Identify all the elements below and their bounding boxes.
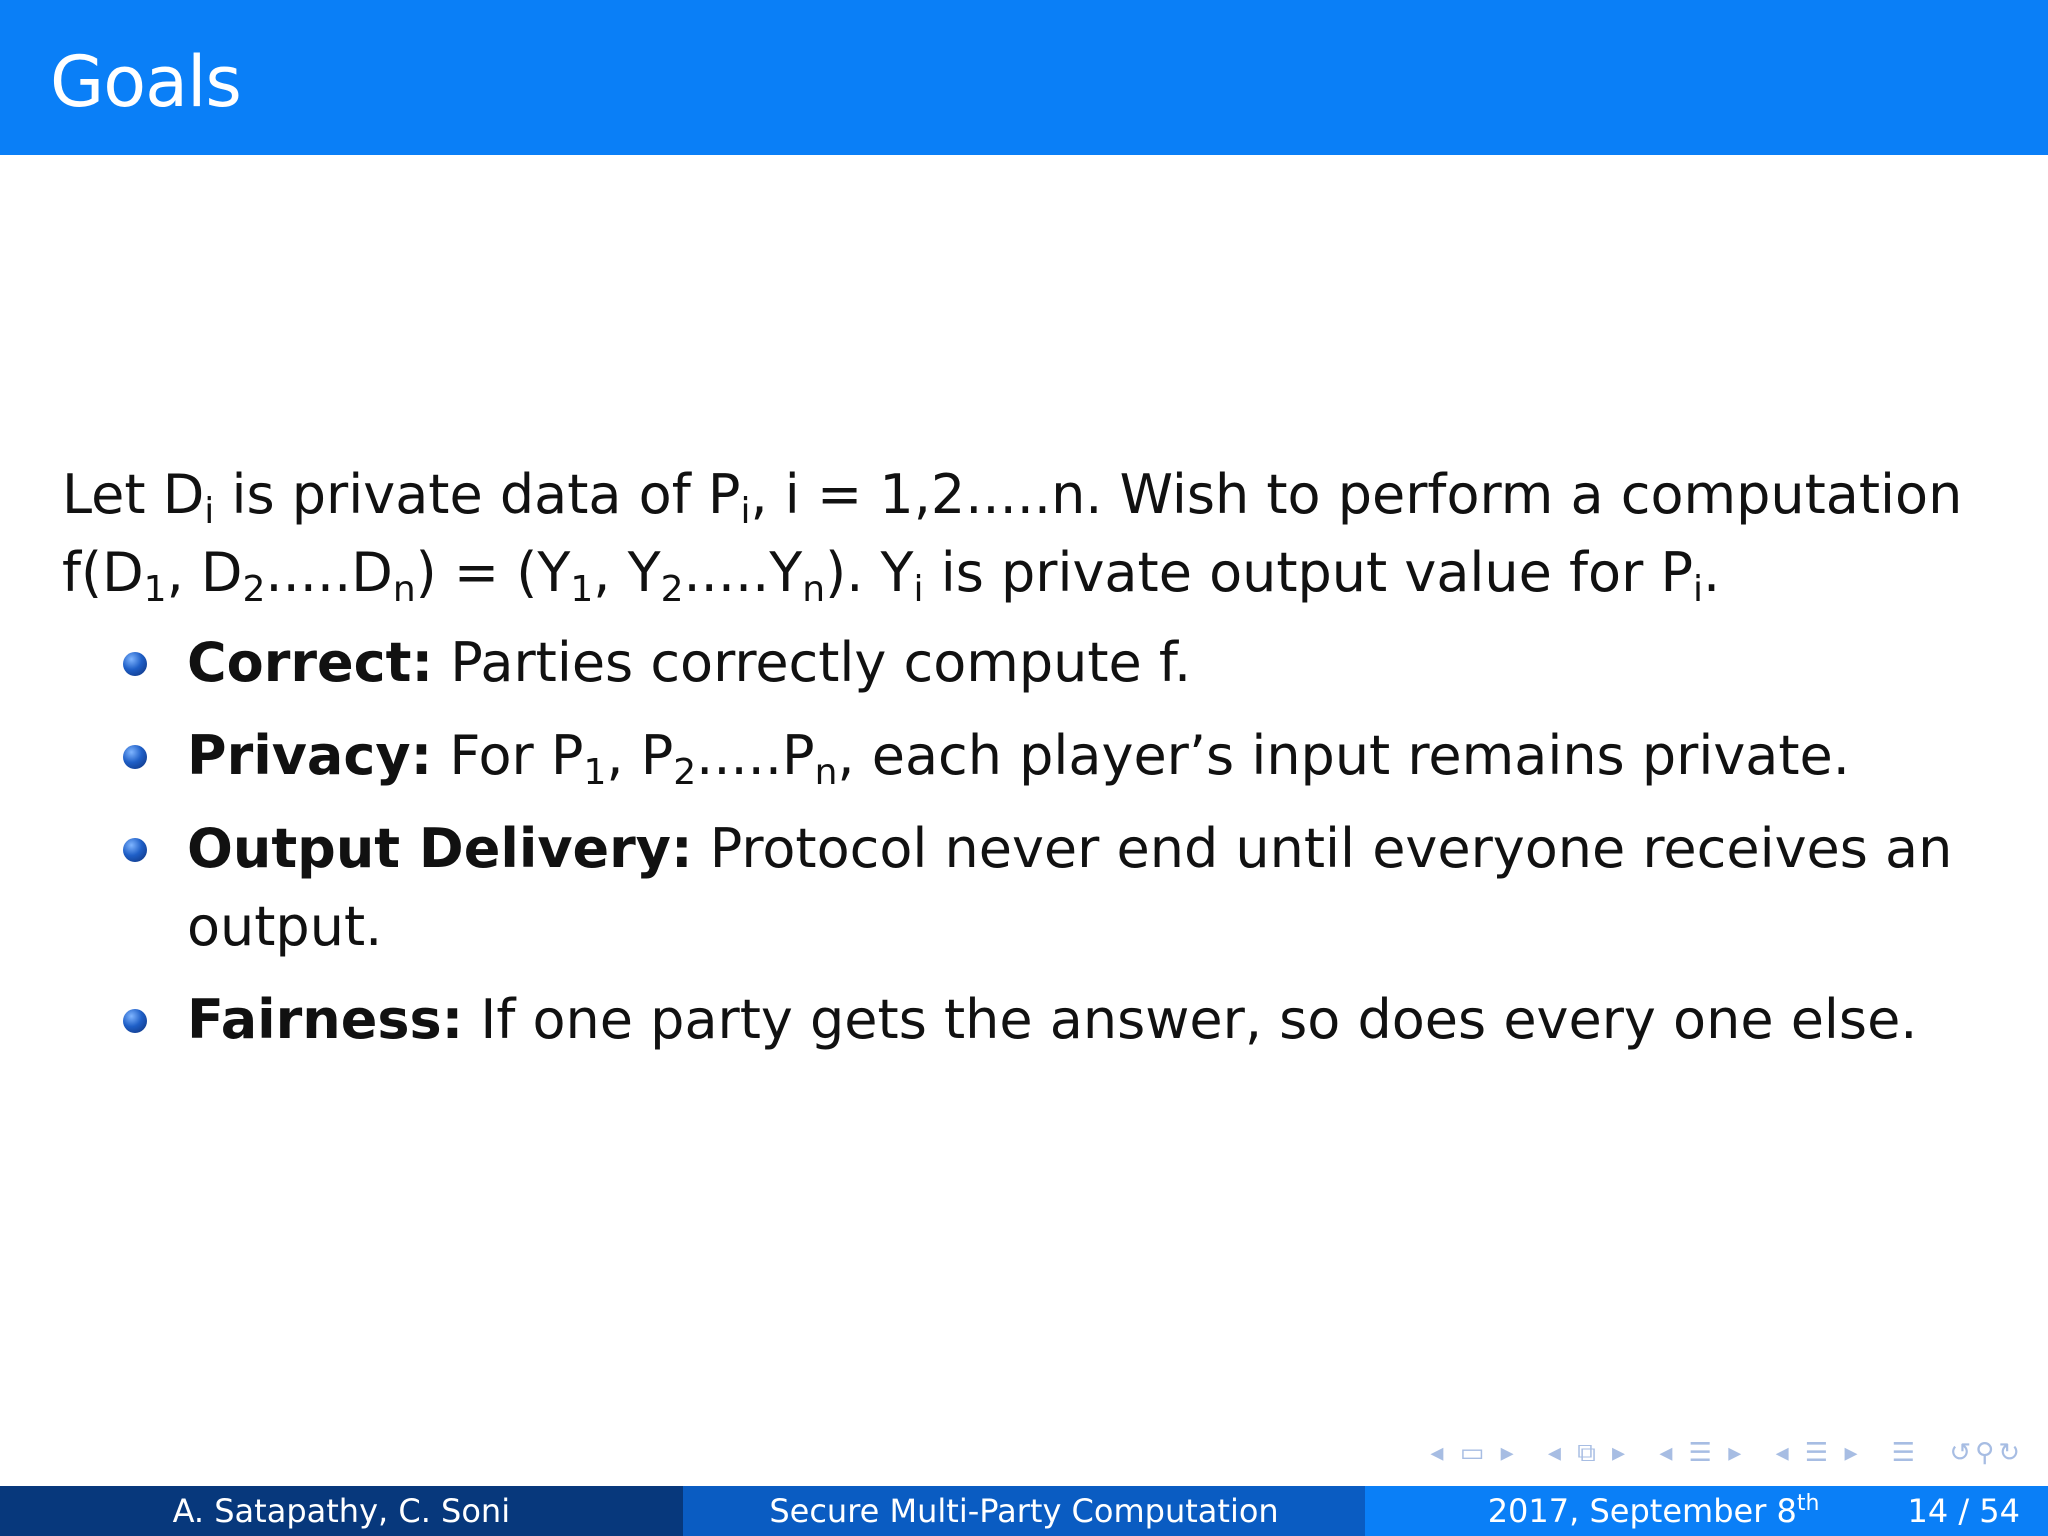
bullet-text: For P bbox=[432, 724, 584, 787]
bullet-term: Fairness: bbox=[187, 988, 464, 1051]
intro-text: Let D bbox=[62, 463, 205, 526]
intro-text: is private output value for P bbox=[923, 541, 1694, 604]
bullet-text: , each player’s input remains private. bbox=[837, 724, 1850, 787]
subscript: n bbox=[392, 569, 416, 610]
subscript: i bbox=[1693, 569, 1704, 610]
title-bar bbox=[0, 0, 2048, 155]
slide-title: Goals bbox=[50, 41, 241, 123]
subscript: 1 bbox=[143, 569, 167, 610]
intro-text: .....Y bbox=[683, 541, 803, 604]
align-icon[interactable]: ☰ bbox=[1891, 1438, 1920, 1468]
list-item-output-delivery bbox=[62, 810, 1992, 966]
list-item-fairness bbox=[62, 981, 1992, 1059]
slide-body bbox=[62, 456, 1992, 1074]
authors-text: A. Satapathy, C. Soni bbox=[172, 1492, 511, 1530]
subscript: 1 bbox=[583, 752, 607, 793]
subscript: i bbox=[740, 491, 751, 532]
bullet-term: Correct: bbox=[187, 631, 434, 694]
intro-text: ) = (Y bbox=[415, 541, 571, 604]
bullet-text: Protocol never end until everyone receives an output. bbox=[187, 817, 1953, 958]
intro-line-1 bbox=[62, 456, 1992, 534]
talk-title-text: Secure Multi-Party Computation bbox=[769, 1492, 1279, 1530]
frame-nav-icon[interactable]: ◂ ▭ ▸ bbox=[1430, 1438, 1518, 1468]
subscript: 1 bbox=[570, 569, 594, 610]
list-item-correct bbox=[62, 624, 1992, 702]
footer-date-page bbox=[1365, 1486, 2048, 1536]
date-text bbox=[1488, 1486, 1820, 1536]
intro-text: , Y bbox=[593, 541, 661, 604]
list-item-privacy bbox=[62, 717, 1992, 795]
footer-bar bbox=[0, 1486, 2048, 1536]
bullet-ball-icon bbox=[123, 745, 147, 769]
intro-text: ). Y bbox=[825, 541, 914, 604]
bullet-text: Parties correctly compute f. bbox=[433, 631, 1192, 694]
intro-text: , i = 1,2.....n. Wish to perform a computation bbox=[750, 463, 1963, 526]
footer-authors bbox=[0, 1486, 683, 1536]
subsection-nav-icon[interactable]: ◂ ⧉ ▸ bbox=[1547, 1438, 1630, 1468]
bullet-ball-icon bbox=[123, 652, 147, 676]
subscript: n bbox=[802, 569, 826, 610]
bullet-ball-icon bbox=[123, 838, 147, 862]
bullet-term: Output Delivery: bbox=[187, 817, 693, 880]
subsection-list-nav-icon[interactable]: ◂ ☰ ▸ bbox=[1775, 1438, 1862, 1468]
subscript: i bbox=[204, 491, 215, 532]
intro-text: f(D bbox=[62, 541, 144, 604]
bullet-text: .....P bbox=[696, 724, 815, 787]
intro-text: . bbox=[1703, 541, 1721, 604]
subscript: i bbox=[913, 569, 924, 610]
date-value: 2017, September 8 bbox=[1487, 1492, 1797, 1530]
section-nav-icon[interactable]: ◂ ☰ ▸ bbox=[1659, 1438, 1746, 1468]
bullet-term: Privacy: bbox=[187, 724, 433, 787]
intro-text: is private data of P bbox=[214, 463, 741, 526]
goals-list bbox=[62, 624, 1992, 1059]
intro-text: , D bbox=[166, 541, 243, 604]
subscript: n bbox=[814, 752, 838, 793]
page-number: 14 / 54 bbox=[1907, 1492, 2021, 1530]
bullet-ball-icon bbox=[123, 1009, 147, 1033]
search-icon[interactable]: ↺⚲↻ bbox=[1949, 1438, 2024, 1468]
subscript: 2 bbox=[673, 752, 697, 793]
date-superscript: th bbox=[1796, 1491, 1820, 1516]
intro-line-2 bbox=[62, 534, 1992, 612]
bullet-text: , P bbox=[606, 724, 674, 787]
beamer-navigation bbox=[1412, 1438, 2024, 1469]
subscript: 2 bbox=[660, 569, 684, 610]
subscript: 2 bbox=[242, 569, 266, 610]
intro-text: .....D bbox=[265, 541, 393, 604]
bullet-text: If one party gets the answer, so does every one else. bbox=[463, 988, 1918, 1051]
footer-title bbox=[683, 1486, 1366, 1536]
